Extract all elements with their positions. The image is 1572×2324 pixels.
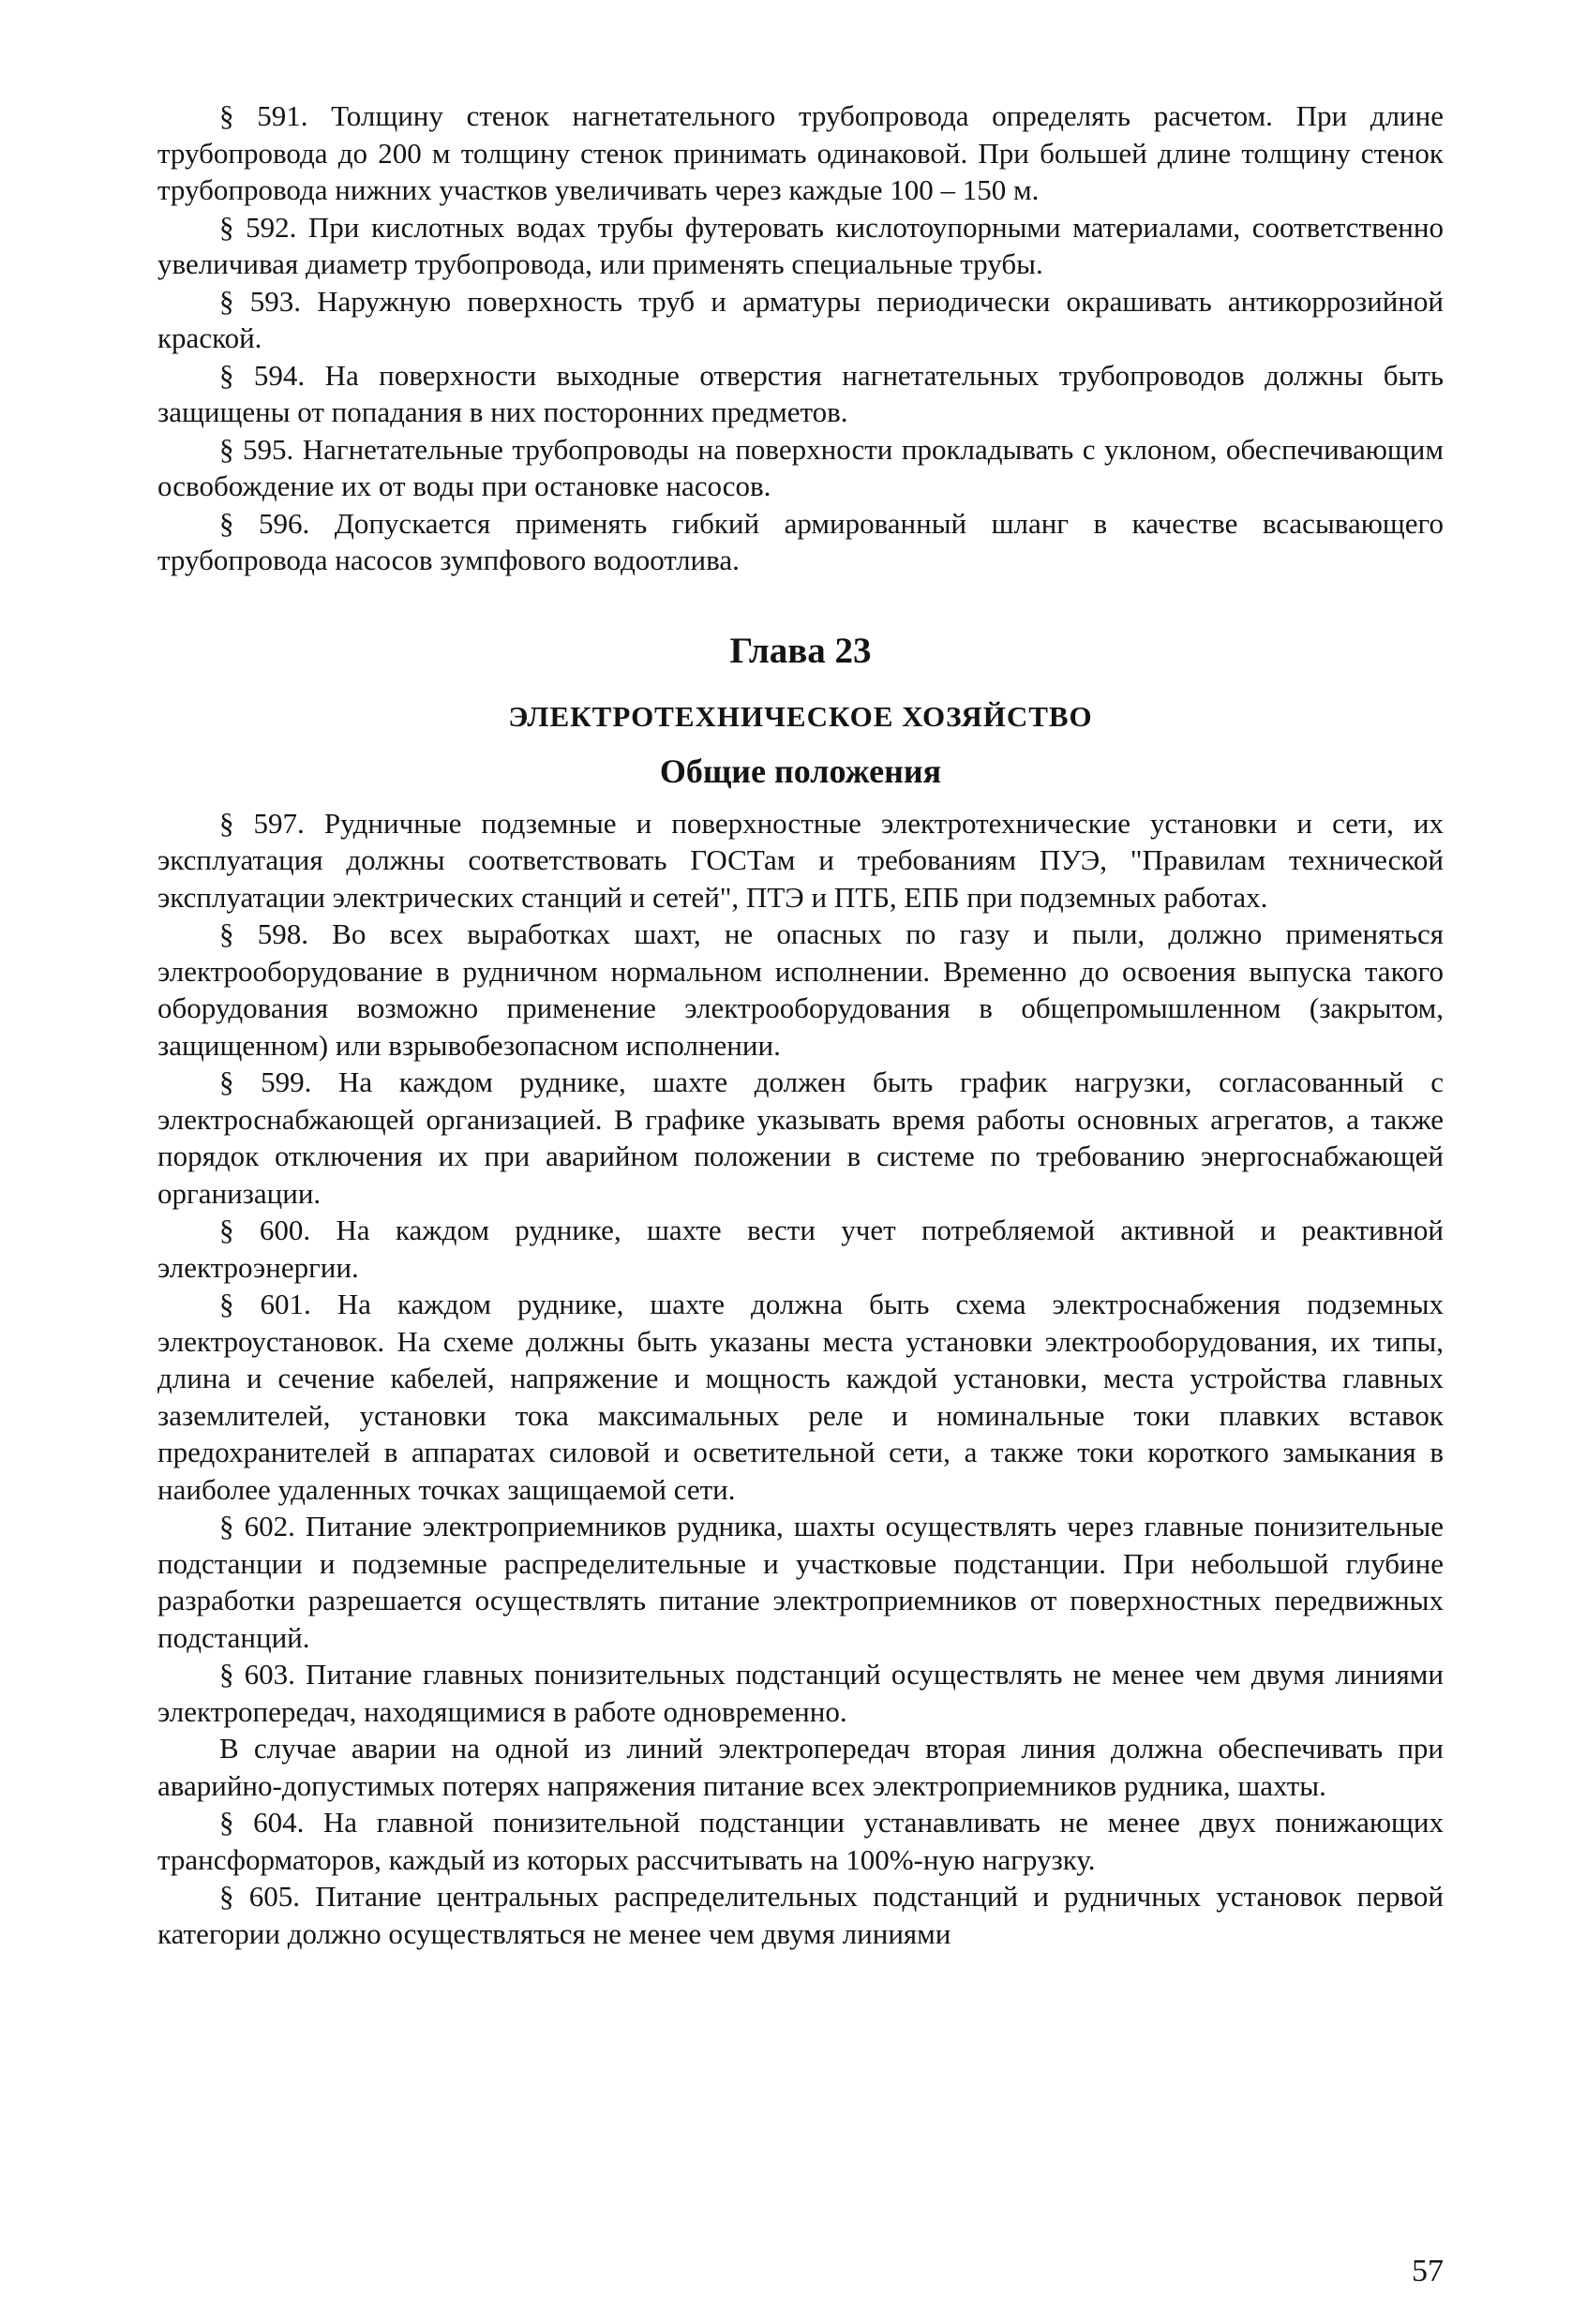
paragraph-604: § 604. На главной понизительной подстанции устанавливать не менее двух понижающих трансформаторов, каждый из которых рассчитывать на 100%-ную нагрузку. (157, 1806, 1444, 1876)
paragraph-597: § 597. Рудничные подземные и поверхностные электротехнические установки и сети, их эксплуатация должны соответствовать ГОСТам и требованиям ПУЭ, "Правилам технической эксплуатации электрических станций и сетей", ПТЭ и ПТБ, ЕПБ при подземных работах. (157, 806, 1444, 914)
paragraph-605: § 605. Питание центральных распределительных подстанций и рудничных установок первой категории должно осуществляться не менее чем двумя линиями (157, 1880, 1444, 1950)
section-title: Общие положения (659, 752, 942, 790)
chapter-heading (157, 629, 1444, 792)
paragraph-598: § 598. Во всех выработках шахт, не опасных по газу и пыли, должно применяться электрооборудование в рудничном нормальном исполнении. Временно до освоения выпуска такого оборудования возможно применение электрооборудования в общепромышленном (закрытом, защищенном) или взрывобезопасном исполнении. (157, 917, 1444, 1062)
paragraph-602: § 602. Питание электроприемников рудника, шахты осуществлять через главные понизительные подстанции и подземные распределительные и участковые подстанции. При небольшой глубине разработки разрешается осуществлять питание электроприемников от поверхностных передвижных подстанций. (157, 1510, 1444, 1654)
paragraph-593: § 593. Наружную поверхность труб и арматуры периодически окрашивать антикоррозийной краской. (157, 284, 1444, 354)
paragraph-603: § 603. Питание главных понизительных подстанций осуществлять не менее чем двумя линиями электропередач, находящимися в работе одновременно. (157, 1658, 1444, 1728)
paragraph-594: § 594. На поверхности выходные отверстия нагнетательных трубопроводов должны быть защищены от попадания в них посторонних предметов. (157, 358, 1444, 428)
page-number: 57 (1412, 2254, 1444, 2288)
paragraph-591: § 591. Толщину стенок нагнетательного трубопровода определять расчетом. При длине трубопровода до 200 м толщину стенок принимать одинаковой. При большей длине толщину стенок трубопровода нижних участков увеличивать через каждые 100 – 150 м. (157, 99, 1444, 206)
page-content (157, 97, 1444, 1952)
paragraph-599: § 599. На каждом руднике, шахте должен быть график нагрузки, согласованный с электроснабжающей организацией. В графике указывать время работы основных агрегатов, а также порядок отключения их при аварийном положении в системе по требованию энергоснабжающей организации. (157, 1065, 1444, 1210)
paragraph-596: § 596. Допускается применять гибкий армированный шланг в качестве всасывающего трубопровода насосов зумпфового водоотлива. (157, 506, 1444, 576)
paragraph-595: § 595. Нагнетательные трубопроводы на поверхности прокладывать с уклоном, обеспечивающим освобождение их от воды при остановке насосов. (157, 432, 1444, 502)
chapter-subtitle: ЭЛЕКТРОТЕХНИЧЕСКОЕ ХОЗЯЙСТВО (508, 699, 1093, 733)
paragraph-603-continued: В случае аварии на одной из линий электропередач вторая линия должна обеспечивать при аварийно-допустимых потерях напряжения питание всех электроприемников рудника, шахты. (157, 1732, 1444, 1802)
paragraph-600: § 600. На каждом руднике, шахте вести учет потребляемой активной и реактивной электроэнергии. (157, 1214, 1444, 1284)
paragraph-601: § 601. На каждом руднике, шахте должна быть схема электроснабжения подземных электроустановок. На схеме должны быть указаны места установки электрооборудования, их типы, длина и сечение кабелей, напряжение и мощность каждой установки, места устройства главных заземлителей, установки тока максимальных реле и номинальные токи плавких вставок предохранителей в аппаратах силовой и осветительной сети, а также токи короткого замыкания в наиболее удаленных точках защищаемой сети. (157, 1288, 1444, 1506)
chapter-title: Глава 23 (729, 630, 872, 671)
paragraph-592: § 592. При кислотных водах трубы футеровать кислотоупорными материалами, соответственно увеличивая диаметр трубопровода, или применять специальные трубы. (157, 210, 1444, 280)
